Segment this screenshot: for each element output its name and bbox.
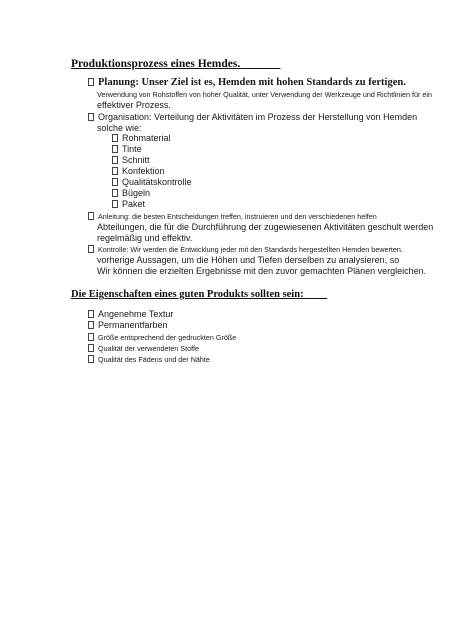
checkbox-bullet-icon: [112, 145, 118, 153]
property-item-groesse: Größe entsprechend der gedruckten Größe: [88, 333, 236, 341]
checkbox-bullet-icon: [112, 167, 118, 175]
org-subitem-paket: Paket: [112, 200, 145, 209]
checkbox-bullet-icon: [88, 212, 94, 220]
anleitung-text-line-3: regelmäßig und effektiv.: [97, 233, 193, 243]
checkbox-bullet-icon: [112, 178, 118, 186]
org-subitem-tinte: Tinte: [112, 145, 142, 154]
organisation-text-line-2: solche wie:: [97, 123, 142, 133]
property-item-textur: Angenehme Textur: [88, 310, 173, 319]
org-subitem-buegeln: Bügeln: [112, 189, 150, 198]
section-title-produktionsprozess: Produktionsprozess eines Hemdes.: [71, 58, 241, 70]
kontrolle-text-line-3: Wir können die erzielten Ergebnisse mit den zuvor gemachten Plänen vergleichen.: [97, 266, 427, 276]
anleitung-text-line-2: Abteilungen, die für die Durchführung der zugewiesenen Aktivitäten geschult werden: [97, 222, 434, 232]
org-subitem-konfektion: Konfektion: [112, 167, 165, 176]
checkbox-bullet-icon: [88, 245, 94, 253]
checkbox-bullet-icon: [88, 113, 94, 121]
list-item-planung: Planung: Unser Ziel ist es, Hemden mit hohen Standards zu fertigen.: [88, 78, 406, 89]
checkbox-bullet-icon: [112, 189, 118, 197]
kontrolle-text-line-2: vorherige Aussagen, um die Höhen und Tiefen derselben zu analysieren, so: [97, 255, 400, 265]
checkbox-bullet-icon: [88, 310, 94, 318]
section-title-eigenschaften: Die Eigenschaften eines guten Produkts sollten sein:: [71, 289, 304, 300]
list-item-organisation: Organisation: Verteilung der Aktivitäten im Prozess der Herstellung von Hemden: [88, 113, 417, 122]
checkbox-bullet-icon: [112, 134, 118, 142]
list-item-anleitung: Anleitung: die besten Entscheidungen treffen, instruieren und den verschiedenen helfen: [88, 212, 377, 220]
checkbox-bullet-icon: [88, 78, 94, 86]
list-item-kontrolle: Kontrolle: Wir werden die Entwicklung jeder mit den Standards hergestellten Hemden bewerten.: [88, 245, 403, 253]
property-item-stoffe: Qualität der verwendeten Stoffe: [88, 344, 199, 352]
checkbox-bullet-icon: [88, 355, 94, 363]
checkbox-bullet-icon: [88, 321, 94, 329]
planung-text-line-1: Verwendung von Rohstoffen von hoher Qualität, unter Verwendung der Werkzeuge und Richtlinien für ein: [97, 90, 432, 99]
checkbox-bullet-icon: [112, 156, 118, 164]
checkbox-bullet-icon: [112, 200, 118, 208]
checkbox-bullet-icon: [88, 333, 94, 341]
checkbox-bullet-icon: [88, 344, 94, 352]
org-subitem-rohmaterial: Rohmaterial: [112, 134, 171, 143]
planung-text-line-2: effektiver Prozess.: [97, 100, 171, 110]
org-subitem-schnitt: Schnitt: [112, 156, 150, 165]
org-subitem-qualitaetskontrolle: Qualitätskontrolle: [112, 178, 192, 187]
property-item-farben: Permanentfarben: [88, 321, 168, 330]
property-item-naehte: Qualität des Fädens und der Nähte: [88, 355, 210, 363]
